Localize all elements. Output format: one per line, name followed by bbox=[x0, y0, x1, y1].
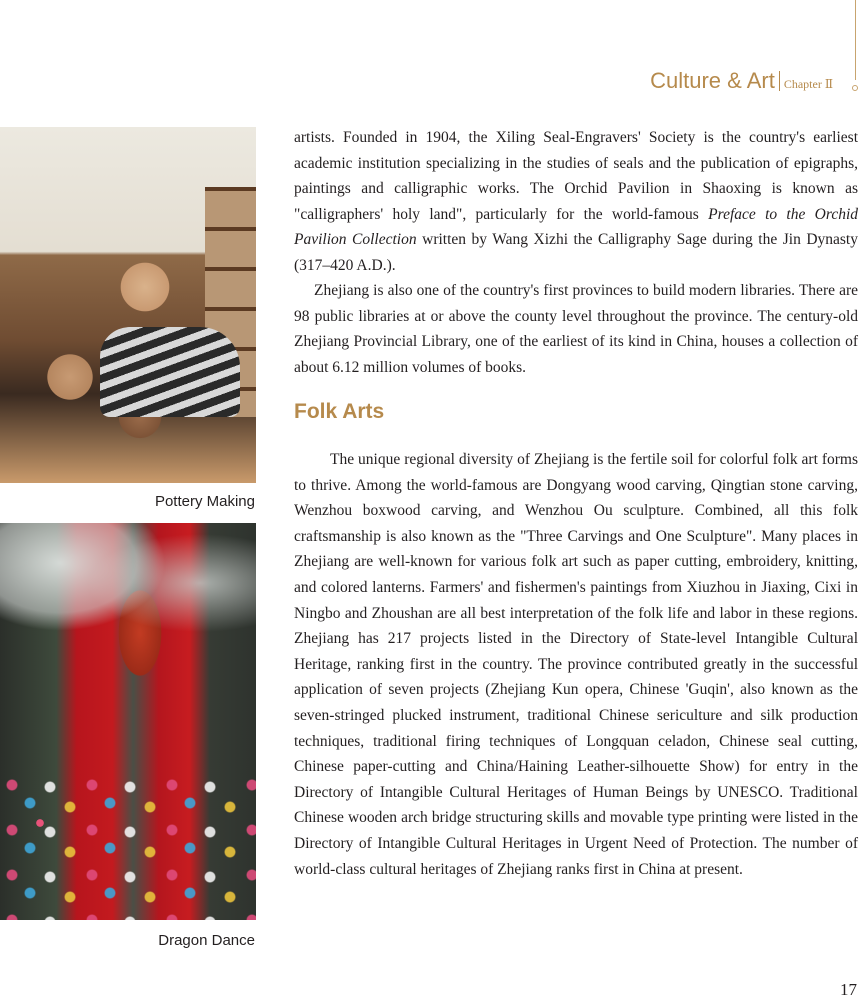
dragon-dance-photo bbox=[0, 523, 256, 920]
dragon-caption: Dragon Dance bbox=[158, 932, 255, 949]
section-heading-folk-arts: Folk Arts bbox=[294, 400, 385, 423]
page-number: 17 bbox=[840, 980, 857, 999]
running-header bbox=[650, 68, 833, 94]
paragraph-calligraphy bbox=[294, 125, 858, 279]
margin-rule bbox=[855, 0, 856, 80]
paragraph-folk-arts bbox=[294, 447, 858, 882]
header-chapter: Chapter Ⅱ bbox=[783, 77, 833, 91]
margin-dot-ornament bbox=[852, 85, 858, 91]
header-title: Culture & Art bbox=[650, 68, 775, 93]
pottery-making-photo bbox=[0, 127, 256, 483]
paragraph-text: written by Wang Xizhi the Calligraphy Sage during the Jin Dynasty (317–420 A.D.). bbox=[294, 231, 858, 274]
paragraph-text: The unique regional diversity of Zhejiang is the fertile soil for colorful folk art forms to thrive. Among the world-famous are Dongyang wood carving, Qingtian stone carving, Wenzhou boxwood carving, and Wenzhou Ou sculpture. Combined, all this folk craftsmanship is also known as the "Three Carvings and One Sculpture". Many places in Zhejiang are well-known for various folk art such as paper cutting, embroidery, knitting, and colored lanterns. Farmers' and fishermen's paintings from Xiuzhou in Jiaxing, Cixi in Ningbo and Zhoushan are all best interpretation of the folk life and labor in these regions. Zhejiang has 217 projects listed in the Directory of State-level Intangible Cultural Heritage, ranking first in the country. The province contributed greatly in the successful application of seven projects (Zhejiang Kun opera, Chinese 'Guqin', also known as the seven-stringed plucked instrument, traditional Chinese sericulture and silk production techniques, traditional firing techniques of Longquan celadon, Chinese seal cutting, Chinese paper-cutting and China/Haining Leather-silhouette Show) for entry in the Directory of Intangible Cultural Heritages of Human Beings by UNESCO. Traditional Chinese wooden arch bridge structuring skills and movable type printing were listed in the Directory of Intangible Cultural Heritages in Urgent Need of Protection. The number of world-class cultural heritages of Zhejiang ranks first in China at present. bbox=[294, 451, 858, 878]
header-separator bbox=[779, 71, 780, 91]
paragraph-text: Zhejiang is also one of the country's first provinces to build modern libraries. There are 98 public libraries at or above the county level throughout the province. The century-old Zhejiang Provincial Library, one of the earliest of its kind in China, houses a collection of about 6.12 million volumes of books. bbox=[294, 282, 858, 376]
pottery-caption: Pottery Making bbox=[154, 493, 255, 510]
book-title-italic: Preface to the Orchid Pavilion Collection bbox=[294, 205, 858, 249]
paragraph-libraries bbox=[294, 278, 858, 380]
paragraph-text: artists. Founded in 1904, the Xiling Seal-Engravers' Society is the country's earliest academic institution specializing in the studies of seals and the publication of epigraphs, paintings and calligraphic works. The Orchid Pavilion in Shaoxing is known as "calligraphers' holy land", particularly for the world-famous bbox=[294, 129, 858, 223]
